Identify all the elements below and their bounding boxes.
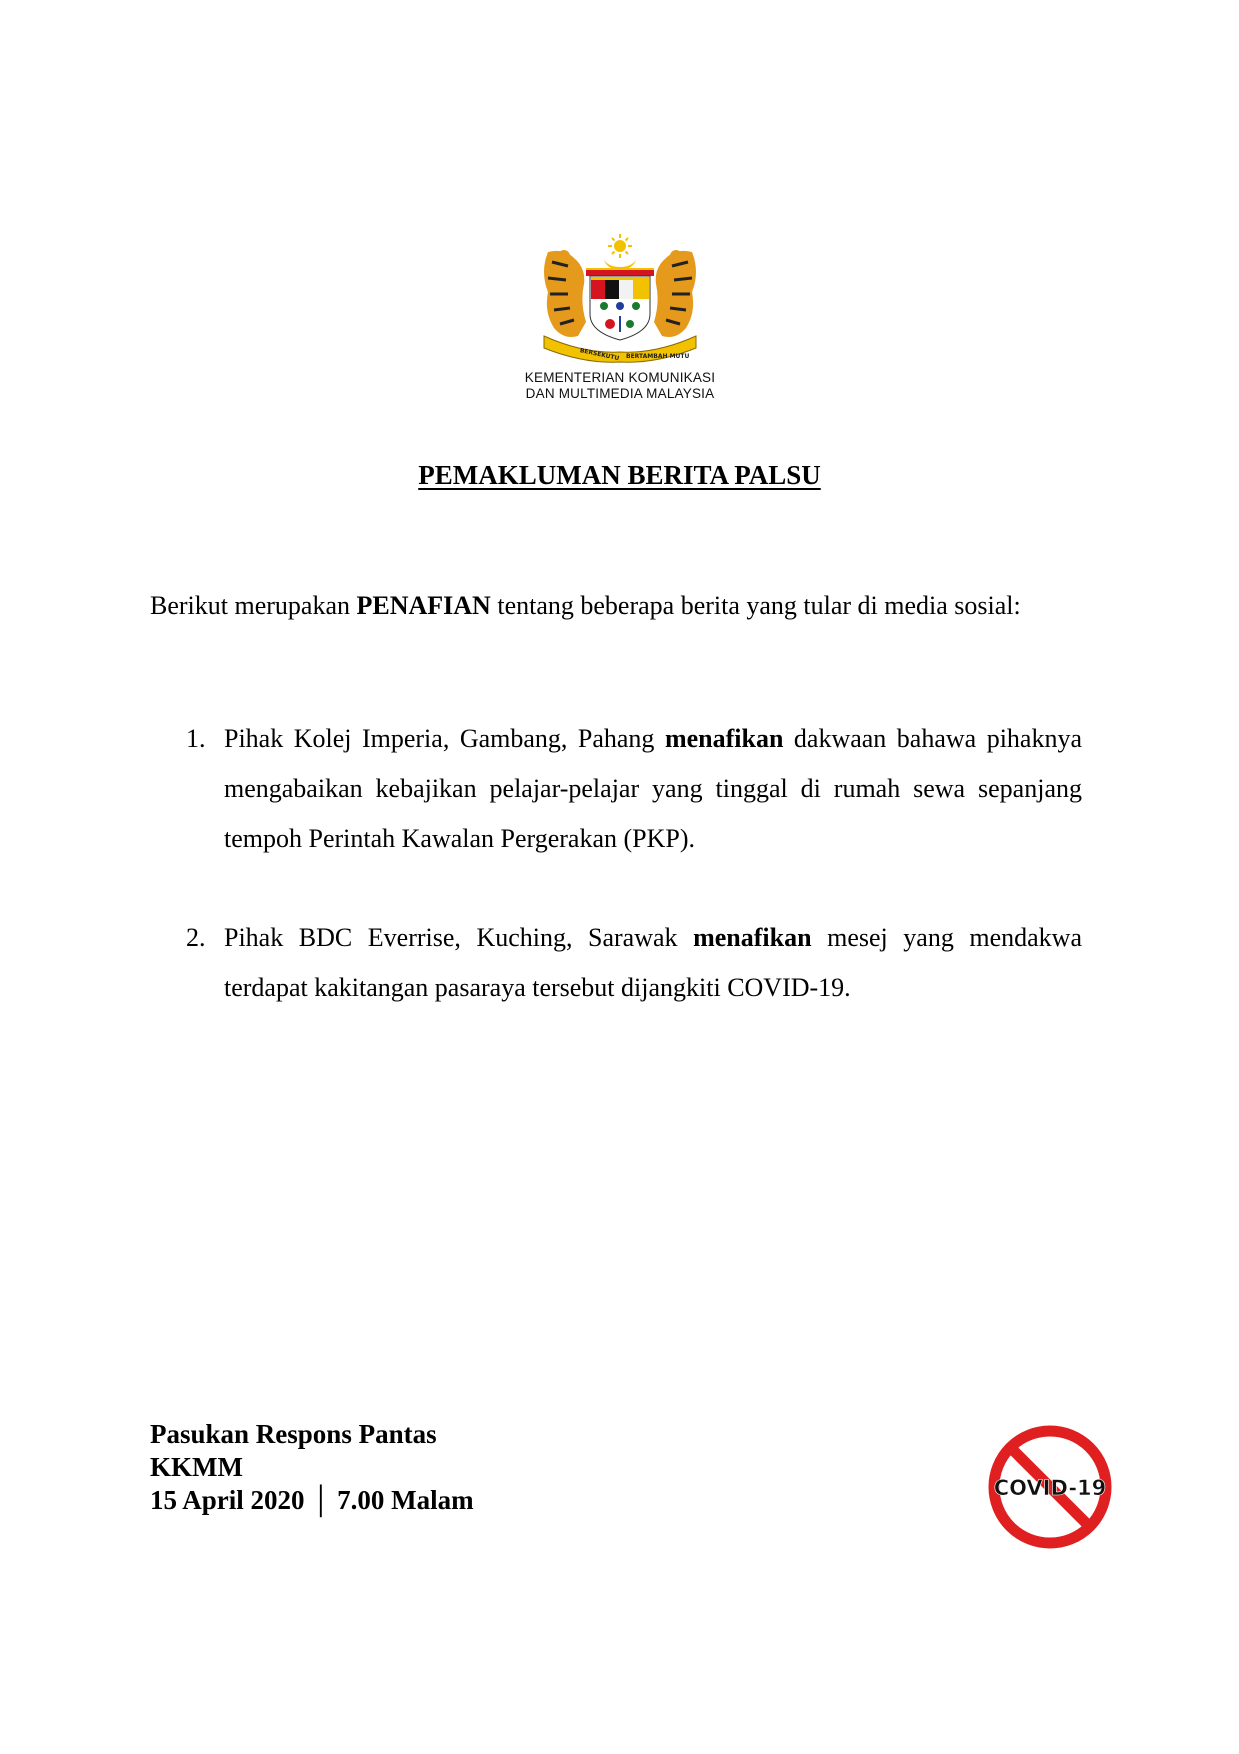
- list-item-text: [224, 913, 1082, 1013]
- signature-org: KKMM: [150, 1452, 243, 1482]
- intro-text-bold: PENAFIAN: [356, 591, 491, 620]
- list-item-text-after: dakwaan bahawa pihaknya mengabaikan kebajikan pelajar-pelajar yang tinggal di rumah sewa sepanjang tempoh Perintah Kawalan Pergerakan (PKP).: [224, 724, 1082, 853]
- signature-team: Pasukan Respons Pantas: [150, 1419, 437, 1449]
- list-item: [150, 913, 1082, 1013]
- svg-text:BERSEKUTU: BERSEKUTU: [579, 347, 620, 363]
- list-item-text-bold: menafikan: [693, 923, 812, 952]
- list-item: [150, 714, 1082, 864]
- signature-block: [150, 1418, 474, 1517]
- svg-text:BERTAMBAH MUTU: BERTAMBAH MUTU: [626, 353, 690, 360]
- ministry-name-line1: KEMENTERIAN KOMUNIKASI: [524, 370, 716, 385]
- list-item-text: [224, 714, 1082, 864]
- list-item-number: 1.: [186, 724, 206, 753]
- intro-paragraph: [150, 581, 1082, 631]
- no-covid-19-icon: [987, 1424, 1113, 1550]
- list-item-text-after: mesej yang mendakwa terdapat kakitangan pasaraya tersebut dijangkiti COVID-19.: [224, 923, 1083, 1002]
- list-item-text-before: Pihak Kolej Imperia, Gambang, Pahang: [224, 724, 665, 753]
- stamp-text: COVID-19: [993, 1476, 1107, 1500]
- intro-text-after: tentang beberapa berita yang tular di media sosial:: [490, 591, 1021, 620]
- signature-date-time: 15 April 2020 │ 7.00 Malam: [150, 1485, 474, 1515]
- malaysia-coat-of-arms-icon: [534, 232, 706, 364]
- intro-text-before: Berikut merupakan: [150, 591, 357, 620]
- ministry-name-line2: DAN MULTIMEDIA MALAYSIA: [525, 386, 715, 401]
- list-item-text-before: Pihak BDC Everrise, Kuching, Sarawak: [224, 923, 694, 952]
- list-item-text-bold: menafikan: [664, 724, 784, 753]
- list-item-number: 2.: [186, 923, 206, 952]
- ministry-name: [420, 370, 820, 402]
- document-title: PEMAKLUMAN BERITA PALSU: [418, 460, 821, 490]
